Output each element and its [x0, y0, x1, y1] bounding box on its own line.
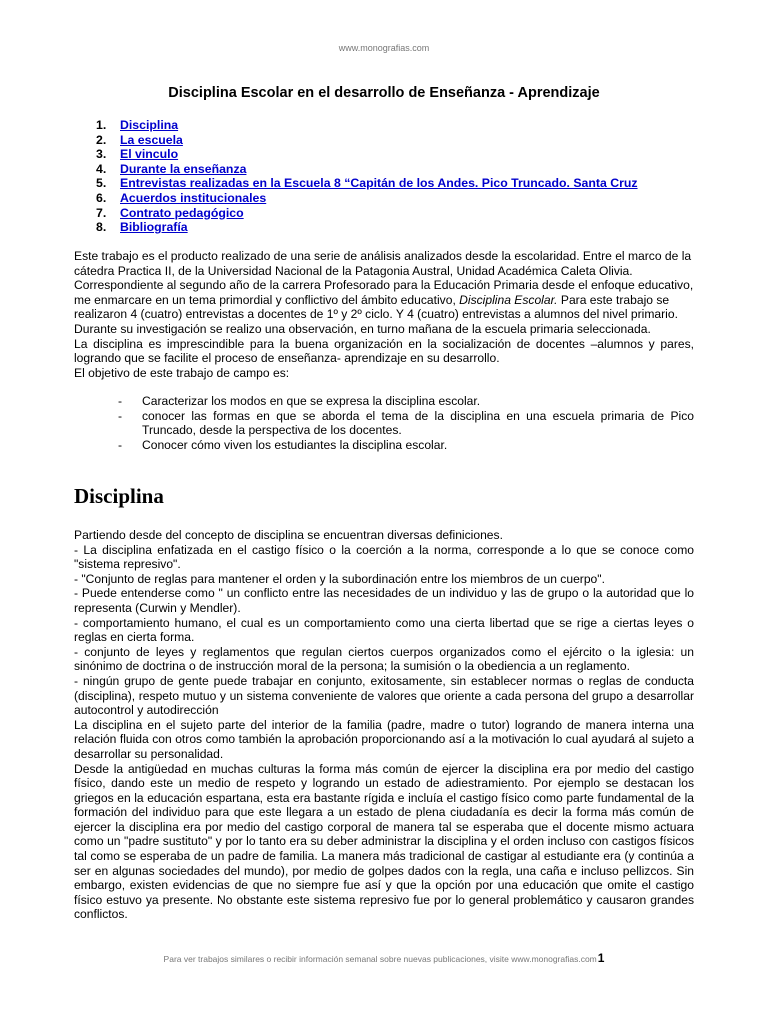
intro-emphasis: Disciplina Escolar.: [459, 292, 558, 307]
toc-number: 4.: [96, 161, 107, 176]
section-paragraph: - comportamiento humano, el cual es un comportamiento como una cierta libertad que se rige a ciertas leyes o reglas en cierta forma.: [74, 615, 694, 645]
page-footer: [0, 951, 768, 965]
footer-text: Para ver trabajos similares o recibir información semanal sobre nuevas publicaciones, visite www.monografias.com: [163, 954, 597, 964]
toc-link-la-escuela[interactable]: La escuela: [120, 132, 183, 147]
page-number: 1: [597, 951, 605, 965]
toc-number: 8.: [96, 220, 107, 235]
toc-item: [96, 191, 638, 206]
section-paragraph: Desde la antigüedad en muchas culturas la forma más común de ejercer la disciplina era por medio del castigo físico, dando este un medio de respeto y logrando un estado de adiestramiento. Por ejemplo se destacan los griegos en la educación espartana, esta era bastante rígida e incluía el castigo físico como parte fundamental de la formación del individuo para que este llegara a un estado de plena ciudadanía es decir la forma más común de ejercer la disciplina era por medio del castigo corporal de manera tal se esperaba que el docente mismo actuara como un "padre sustituto" y por lo tanto era su deber administrar la disciplina y el orden incluso con castigos físicos tal como se esperaba de un padre de familia. La manera más tradicional de castigar al estudiante era (y continúa a ser en algunas sociedades del mundo), por medio de golpes dados con la regla, una caña e incluso pellizcos. Sin embargo, existen evidencias de que no siempre fue así y que la opción por una educación que omite el castigo físico estuvo ya presente. No obstante este sistema represivo fue por lo general problemático y causaron grandes conflictos.: [74, 761, 694, 922]
section-paragraph: - conjunto de leyes y reglamentos que regulan ciertos cuerpos organizados como el ejército o la iglesia: un sinónimo de doctrina o de instrucción moral de la persona; la sumisión o la obediencia a un reglamento.: [74, 644, 694, 674]
toc-number: 2.: [96, 132, 107, 147]
intro-text: [74, 249, 694, 380]
objective-item: [96, 438, 694, 453]
objective-item: [96, 409, 694, 438]
intro-paragraph: La disciplina es imprescindible para la buena organización en la socialización de docentes –alumnos y pares, logrando que se facilite el proceso de enseñanza- aprendizaje en su desarrollo.: [74, 336, 694, 366]
toc-number: 7.: [96, 205, 107, 220]
toc-item: [96, 162, 638, 177]
intro-paragraph: El objetivo de este trabajo de campo es:: [74, 365, 290, 380]
section-paragraph: Partiendo desde del concepto de disciplina se encuentran diversas definiciones.: [74, 528, 503, 542]
document-title: Disciplina Escolar en el desarrollo de Enseñanza - Aprendizaje: [168, 85, 600, 101]
section-paragraph: - Puede entenderse como " un conflicto entre las necesidades de un individuo y las de grupo o la autoridad que lo representa (Curwin y Mendler).: [74, 586, 694, 615]
intro-text-part: Este trabajo es el producto realizado de una serie de análisis analizados desde la escolaridad. Entre el marco de la cátedra Practica II, de la Universidad Nacional de la Patagonia Austral, Unidad Académica Caleta Olivia. Correspondiente al segundo año de la carrera Profesorado para la Educación Primaria desde el enfoque educativo, me enmarcare en un tema primordial y conflictivo del ámbito educativo,: [74, 249, 694, 307]
section-body: [74, 528, 694, 922]
toc-number: 3.: [96, 147, 107, 162]
toc-item: [96, 118, 638, 133]
toc-link-disciplina[interactable]: Disciplina: [120, 118, 179, 132]
section-heading: Disciplina: [74, 484, 164, 508]
objective-text: Caracterizar los modos en que se expresa la disciplina escolar.: [142, 394, 481, 408]
section-paragraph: - "Conjunto de reglas para mantener el orden y la subordinación entre los miembros de un cuerpo".: [74, 571, 605, 586]
objectives-list: [96, 394, 694, 452]
section-paragraph: - ningún grupo de gente puede trabajar en conjunto, exitosamente, sin establecer normas o reglas de conducta (disciplina), respeto mutuo y un sistema conveniente de valores que oriente a cada persona del grupo a desarrollar autocontrol y autodirección: [74, 673, 694, 718]
objective-text: conocer las formas en que se aborda el tema de la disciplina en una escuela primaria de Pico Truncado, desde la perspectiva de los docentes.: [142, 408, 694, 438]
toc-link-durante-la-ensenanza[interactable]: Durante la enseñanza: [120, 161, 247, 176]
toc-link-el-vinculo[interactable]: El vinculo: [120, 147, 179, 162]
dash-bullet: -: [118, 408, 123, 423]
toc-link-entrevistas[interactable]: Entrevistas realizadas en la Escuela 8 “Capitán de los Andes. Pico Truncado. Santa Cruz: [120, 176, 638, 191]
dash-bullet: -: [118, 437, 123, 452]
objective-text: Conocer cómo viven los estudiantes la disciplina escolar.: [142, 437, 448, 452]
table-of-contents: [96, 118, 638, 235]
section-paragraph: La disciplina en el sujeto parte del interior de la familia (padre, madre o tutor) logrando de manera interna una relación fluida con otros como también la aprobación proporcionando así a la motivación lo cual ayudará al sujeto a desarrollar su personalidad.: [74, 717, 694, 761]
toc-item: [96, 220, 638, 235]
toc-number: 1.: [96, 118, 107, 132]
toc-number: 5.: [96, 176, 107, 191]
toc-link-bibliografia[interactable]: Bibliografía: [120, 220, 188, 235]
objective-item: [96, 394, 694, 409]
toc-item: [96, 206, 638, 221]
section-paragraph: - La disciplina enfatizada en el castigo físico o la coerción a la norma, corresponde a lo que se conoce como "sistema represivo".: [74, 542, 694, 572]
intro-paragraph: [74, 249, 694, 337]
toc-link-acuerdos[interactable]: Acuerdos institucionales: [120, 190, 267, 205]
toc-item: [96, 176, 638, 191]
toc-item: [96, 133, 638, 148]
intro-text-part: Para este trabajo se realizaron 4 (cuatro) entrevistas a docentes de 1º y 2º ciclo. Y 4 (cuatro) entrevistas a alumnos del nivel primario. Durante su investigación se realizo una observación, en turno mañana de la escuela primaria seleccionada.: [74, 292, 678, 336]
toc-number: 6.: [96, 190, 107, 205]
toc-item: [96, 147, 638, 162]
dash-bullet: -: [118, 394, 123, 408]
header-url: www.monografias.com: [338, 43, 430, 53]
toc-link-contrato[interactable]: Contrato pedagógico: [120, 205, 244, 220]
